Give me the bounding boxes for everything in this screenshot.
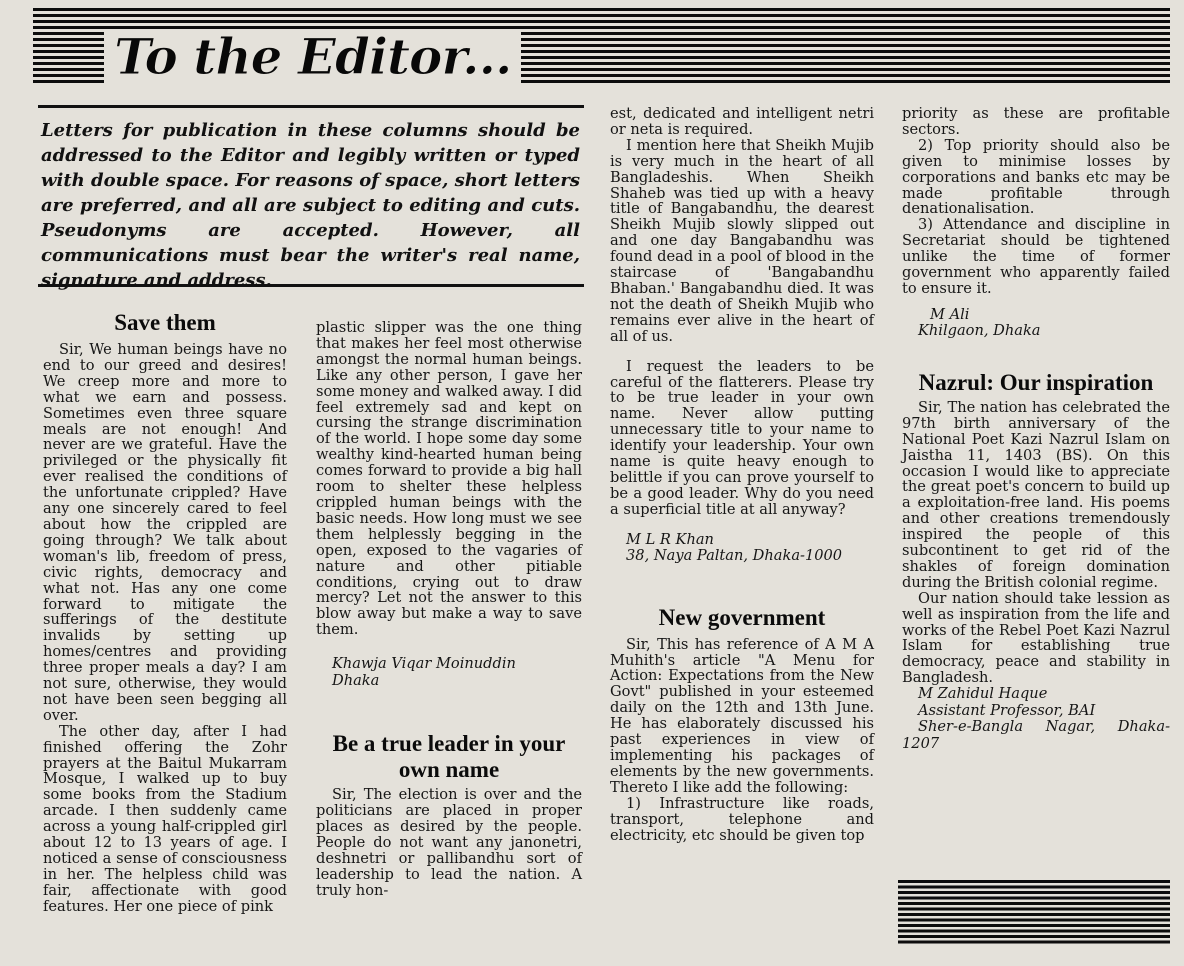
letter-paragraph: Sir, The nation has celebrated the 97th birth anniversary of the National Poet Kazi Nazrul Islam on Jaistha 11, 1403 (BS). On this occasion I would like to appreciate the great poet's concern to build up a exploitation-free land. His poems and other creations tremendously inspired the people of this subcontinent to get rid of the shakles of foreign domination during the British colonial regime. <box>902 398 1170 591</box>
signature-place: Dhaka <box>332 671 380 689</box>
signature-name: M Zahidul Haque <box>918 685 1048 703</box>
signature-place: 38, Naya Paltan, Dhaka-1000 <box>626 547 843 565</box>
letter-paragraph: I mention here that Sheikh Mujib is very much in the heart of all Bangladeshis. When Sheikh Shaheb was tied up with a heavy title of Bangabandhu, the dearest Sheikh Mujib slowly slipped out and one day Bangabandhu was found dead in a pool of blood in the staircase of 'Bangabandhu Bhaban.' Bangabandhu died. It was not the death of Sheikh Mujib who remains ever alive in the heart of all of us. <box>610 136 874 345</box>
signature-title: Assistant Professor, BAI <box>918 701 1096 719</box>
column-1 <box>43 310 287 915</box>
editor-notice: Letters for publication in these columns should be addressed to the Editor and legibly written or typed with double space. For reasons of space, short letters are preferred, and all are subject to editing and cuts. Pseudonyms are accepted. However, all communications must bear the writer's real name, signature and address. <box>38 105 584 287</box>
letter-paragraph: Sir, This has reference of A M A Muhith's article "A Menu for Action: Expectations from the New Govt" published in your esteemed daily on the 12th and 13th June. He has elaborately discussed his past experiences in view of implementing his packages of elements by the new governments. Thereto I like add the following: <box>610 635 874 796</box>
letter-paragraph: Sir, The election is over and the politicians are placed in proper places as desired by the people. People do not want any janonetri, deshnetri or pallibandhu sort of leadership to lead the nation. A truly hon- <box>316 786 582 899</box>
letter-heading-true-leader: Be a true leader in your own name <box>332 731 566 783</box>
signature-name: M Ali <box>930 305 970 323</box>
signature-place: Sher-e-Bangla Nagar, Dhaka-1207 <box>902 718 1170 752</box>
column-4 <box>902 106 1170 752</box>
letter-paragraph: I request the leaders to be careful of the flatterers. Please try to be true leader in your own name. Never allow putting unnecessary title to your name to identify your leadership. Your own name is quite heavy enough to belittle if you can prove yourself to be a good leader. Why do you need a superficial title at all anyway? <box>610 357 874 518</box>
letter-paragraph: 2) Top priority should also be given to minimise losses by corporations and banks etc may be made profitable through denationalisation. <box>902 136 1170 218</box>
signature-name: Khawja Viqar Moinuddin <box>332 655 516 673</box>
letter-paragraph: Our nation should take lession as well as inspiration from the life and works of the Rebel Poet Kazi Nazrul Islam for establishing true democracy, peace and stability in Bangladesh. <box>902 589 1170 687</box>
signature-place: Khilgaon, Dhaka <box>918 322 1041 340</box>
signature-name: M L R Khan <box>626 530 714 548</box>
letter-paragraph-continued: plastic slipper was the one thing that makes her feel most otherwise amongst the normal human beings. Like any other person, I gave her some money and walked away. I did feel extremely sad and kept on cursing the strange discrimination of the world. I hope some day some wealthy kind-hearted human being comes forward to provide a big hall room to shelter these helpless crippled human beings with the basic needs. How long must we see them helplessly begging in the open, exposed to the vagaries of nature and other pitiable conditions, crying out to draw mercy? Let not the answer to this blow away but make a way to save them. <box>316 319 582 639</box>
letter-heading-new-government: New government <box>658 604 826 630</box>
letter-paragraph: The other day, after I had finished offering the Zohr prayers at the Baitul Mukarram Mosque, I walked up to buy some books from the Stadium arcade. I then suddenly came across a young half-crippled girl about 12 to 13 years of age. I noticed a sense of consciousness in her. The helpless child was fair, affectionate with good features. Her one piece of pink <box>43 722 287 915</box>
column-2 <box>316 320 582 898</box>
column-end-rule-band <box>898 880 1170 944</box>
letter-paragraph-continued: priority as these are profitable sectors. <box>902 105 1170 138</box>
letter-paragraph: 3) Attendance and discipline in Secretariat should be tightened unlike the time of former government who apparently failed to ensure it. <box>902 216 1170 297</box>
letter-heading-nazrul: Nazrul: Our inspiration <box>918 369 1154 395</box>
letter-paragraph: 1) Infrastructure like roads, transport, telephone and electricity, etc should be given top <box>610 794 874 844</box>
letter-paragraph-continued: est, dedicated and intelligent netri or neta is required. <box>610 105 874 138</box>
column-3 <box>610 106 874 843</box>
letter-heading-save-them: Save them <box>114 310 216 335</box>
masthead-title: To the Editor... <box>104 30 521 84</box>
letter-paragraph: Sir, We human beings have no end to our greed and desires! We creep more and more to what we earn and possess. Sometimes even three square meals are not enough! And never are we grateful. Have the privileged or the physically fit ever realised the conditions of the unfortunate crippled? Have any one sincerely cared to feel about how the crippled are going through? We talk about woman's lib, freedom of press, civic rights, democracy and what not. Has any one come forward to mitigate the sufferings of the destitute invalids by setting up homes/centres and providing three proper meals a day? I am not sure, otherwise, they would not have been seen begging all over. <box>43 341 287 724</box>
